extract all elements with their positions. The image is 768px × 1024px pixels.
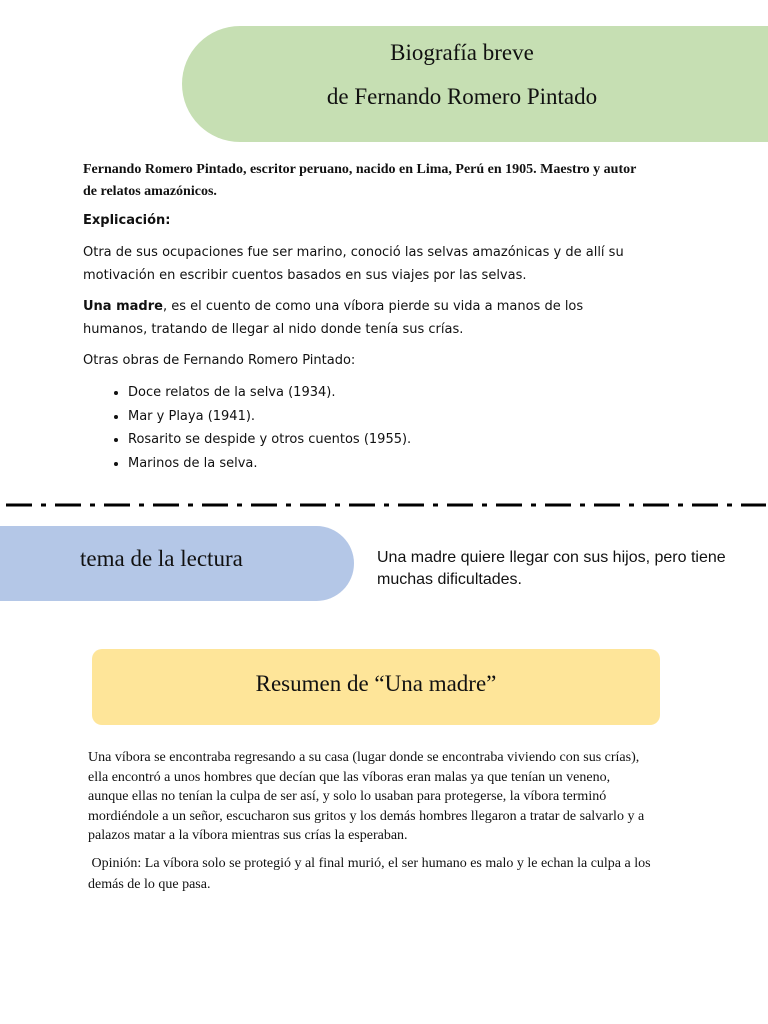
opinion-paragraph: Opinión: La víbora solo se protegió y al final murió, el ser humano es malo y le echan la culpa a los demás de lo que pasa. [88,856,655,892]
other-works-list [104,381,628,475]
summary-title: Resumen de “Una madre” [255,671,497,696]
intro-paragraph: Fernando Romero Pintado, escritor peruano, nacido en Lima, Perú en 1905. Maestro y autor de relatos amazónicos. [83,162,637,199]
topic-text: Una madre quiere llegar con sus hijos, pero tiene muchas dificultades. [377,549,726,588]
page-title-line-2: de Fernando Romero Pintado [326,84,598,109]
page-title-line-1: Biografía breve [390,40,534,65]
explanation-paragraph-occupation: Otra de sus ocupaciones fue ser marino, conoció las selvas amazónicas y de allí su motivación en escribir cuentos basados en sus viajes por las selvas. [83,245,624,283]
summary-paragraph: Una víbora se encontraba regresando a su casa (lugar donde se encontraba viviendo con sus crías), ella encontró a unos hombres que decían que las víboras eran malas ya que tenían un veneno, aunque ellas no tenían la culpa de ser así, y solo lo usaban para protegerse, la víbora terminó mordiéndole a un señor, escucharon sus gritos y los demás hombres llegaron a tratar de salvarlo y a palazos matar a la víbora mientras sus crías la esperaban. [88,750,645,843]
list-item: • Marinos de la selva. [128,452,628,476]
dash-dot-divider [6,500,766,510]
other-works-intro: Otras obras de Fernando Romero Pintado: [83,353,356,368]
explanation-paragraph-una-madre [83,295,643,341]
list-item: • Rosarito se despide y otros cuentos (1955). [128,428,628,452]
explanation-heading: Explicación: [83,213,171,228]
story-title-emphasis: Una madre [83,299,163,314]
list-item: • Mar y Playa (1941). [128,405,628,429]
topic-label: tema de la lectura [80,546,243,571]
list-item: • Doce relatos de la selva (1934). [128,381,628,405]
story-description: , es el cuento de como una víbora pierde su vida a manos de los humanos, tratando de llegar al nido donde tenía sus crías. [83,299,584,337]
